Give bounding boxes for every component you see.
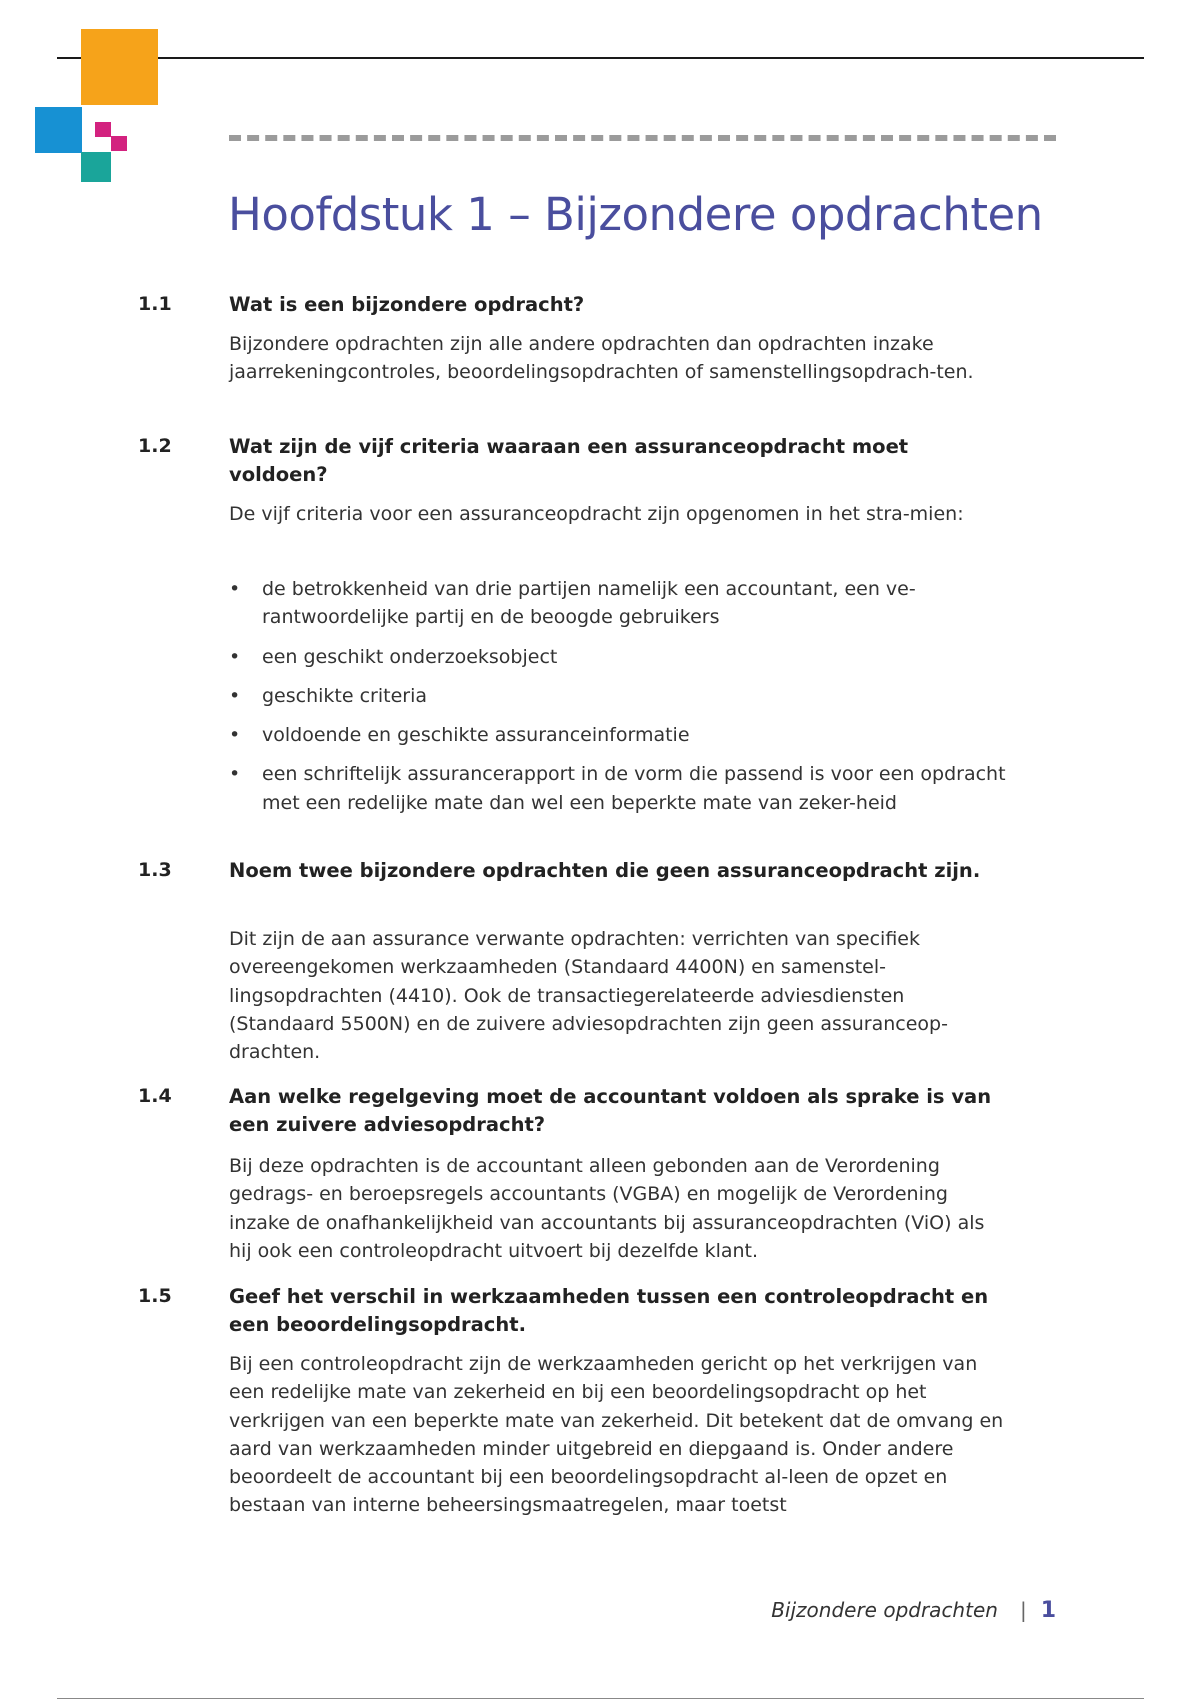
- section-question: Wat zijn de vijf criteria waaraan een assuranceopdracht moet voldoen?: [229, 435, 909, 486]
- list-item: [229, 643, 1009, 671]
- top-rule: [57, 57, 1144, 59]
- section-number: 1.2: [138, 435, 172, 457]
- chapter-title: Hoofdstuk 1 – Bijzondere opdrachten: [228, 188, 1043, 241]
- page-number: 1: [1040, 1598, 1056, 1623]
- list-item-text: de betrokkenheid van drie partijen namelijk een accountant, een ve-rantwoordelijke partij en de beoogde gebruikers: [262, 578, 916, 629]
- logo-pink-square: [95, 122, 111, 137]
- section-answer: Bij een controleopdracht zijn de werkzaamheden gericht op het verkrijgen van een redelijke mate van zekerheid en bij een beoordelingsopdracht op het verkrijgen van een beperkte mate van zekerheid. Dit betekent dat de omvang en aard van werkzaamheden minder uitgebreid en diepgaand is. Onder andere beoordeelt de accountant bij een beoordelingsopdracht al-leen de opzet en bestaan van interne beheersingsmaatregelen, maar toetst: [229, 1353, 1004, 1517]
- section-number: 1.5: [138, 1285, 172, 1307]
- dashed-divider: [229, 135, 1056, 141]
- bullet-icon: •: [229, 578, 241, 600]
- section-question: Geef het verschil in werkzaamheden tussen een controleopdracht en een beoordelingsopdracht.: [229, 1285, 989, 1336]
- section-number: 1.1: [138, 293, 172, 315]
- logo-blue-square: [35, 107, 82, 153]
- section-number: 1.4: [138, 1085, 172, 1107]
- list-item-text: een geschikt onderzoeksobject: [262, 645, 558, 668]
- section-question: Aan welke regelgeving moet de accountant voldoen als sprake is van een zuivere adviesopdracht?: [229, 1085, 992, 1136]
- footer-label: Bijzondere opdrachten: [771, 1598, 998, 1622]
- logo-teal-square: [81, 152, 111, 182]
- bullet-icon: •: [229, 763, 241, 786]
- section-answer: Dit zijn de aan assurance verwante opdrachten: verrichten van specifiek overeengekomen werkzaamheden (Standaard 4400N) en samenstel-lingsopdrachten (4410). Ook de transactiegerelateerde adviesdiensten (Standaard 5500N) en de zuivere adviesopdrachten zijn geen assuranceop-drachten.: [229, 928, 948, 1064]
- section-number: 1.3: [138, 859, 172, 881]
- section-answer: De vijf criteria voor een assuranceopdracht zijn opgenomen in het stra-mien:: [229, 503, 964, 525]
- list-item-text: geschikte criteria: [262, 684, 428, 707]
- bullet-icon: •: [229, 645, 241, 668]
- section-question: Wat is een bijzondere opdracht?: [229, 293, 585, 316]
- list-item: [229, 721, 1009, 749]
- list-item-text: voldoende en geschikte assuranceinformatie: [262, 724, 690, 747]
- list-item: [229, 760, 1009, 817]
- bottom-rule: [57, 1698, 1144, 1699]
- list-item-text: een schriftelijk assurancerapport in de vorm die passend is voor een opdracht met een redelijke mate dan wel een beperkte mate van zeker-heid: [262, 763, 1006, 814]
- bullet-icon: •: [229, 684, 241, 707]
- bullet-icon: •: [229, 724, 241, 747]
- list-item: [229, 682, 1009, 710]
- section-answer: Bijzondere opdrachten zijn alle andere opdrachten dan opdrachten inzake jaarrekeningcontroles, beoordelingsopdrachten of samenstellingsopdrach-ten.: [229, 333, 974, 384]
- logo-orange-square: [81, 29, 158, 105]
- criteria-list: [229, 575, 1009, 828]
- section-question: Noem twee bijzondere opdrachten die geen assuranceopdracht zijn.: [229, 859, 981, 882]
- page-footer: [771, 1598, 1056, 1623]
- list-item: [229, 575, 1009, 632]
- section-answer: Bij deze opdrachten is de accountant alleen gebonden aan de Verordening gedrags- en beroepsregels accountants (VGBA) en mogelijk de Verordening inzake de onafhankelijkheid van accountants bij assuranceopdrachten (ViO) als hij ook een controleopdracht uitvoert bij dezelfde klant.: [229, 1155, 985, 1262]
- footer-separator: |: [1019, 1598, 1027, 1622]
- logo-pink-square: [111, 136, 127, 151]
